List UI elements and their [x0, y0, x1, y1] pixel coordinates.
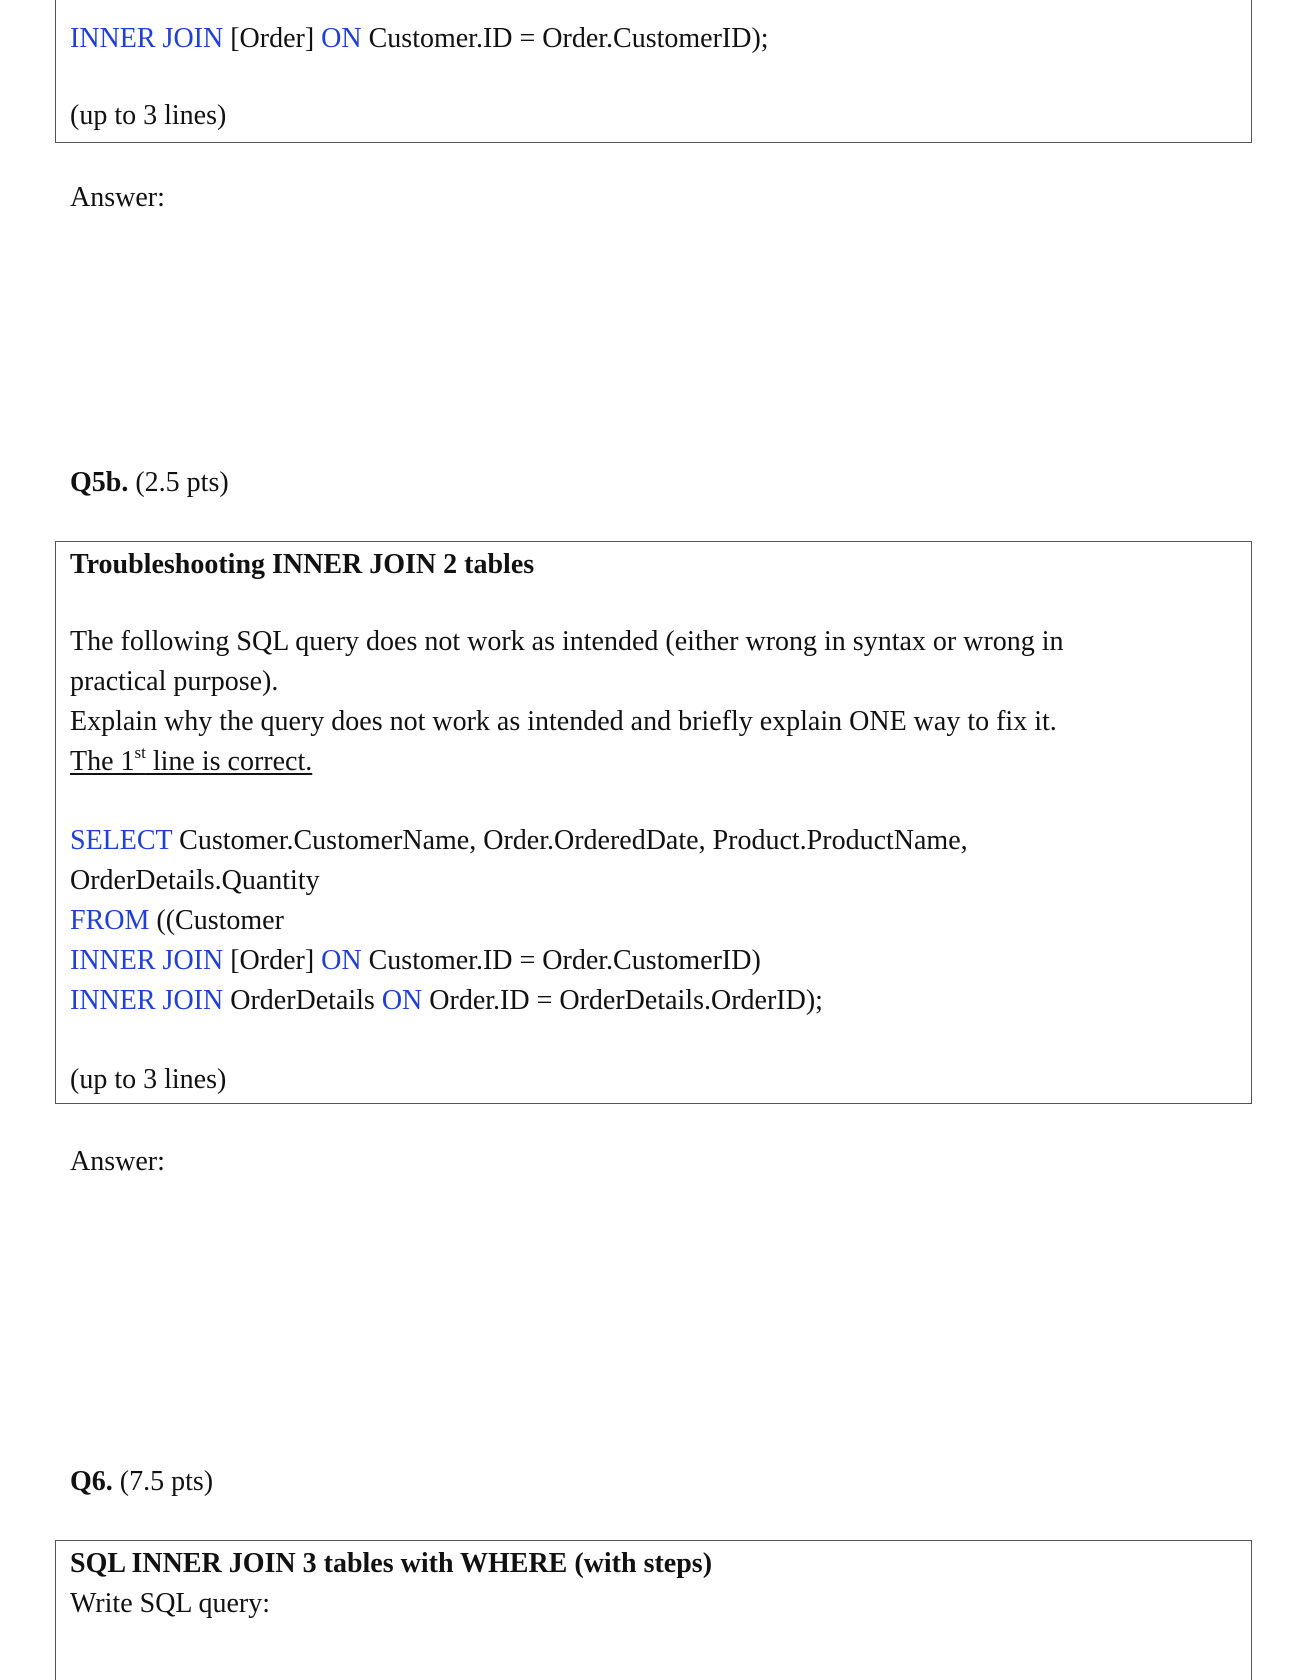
answer-label: Answer: — [70, 182, 165, 213]
line-limit-note: (up to 3 lines) — [70, 100, 227, 131]
sql-text: Order.ID = OrderDetails.OrderID); — [422, 985, 823, 1016]
sql-text: Customer.CustomerName, Order.OrderedDate, Product.ProductName, — [172, 825, 968, 856]
sql-text: ((Customer — [149, 905, 284, 936]
sql-code-line — [70, 22, 769, 56]
sql-text: OrderDetails — [223, 985, 382, 1016]
sql-keyword: FROM — [70, 905, 150, 936]
box-subtitle: Write SQL query: — [70, 1588, 271, 1619]
question-points: (2.5 pts) — [128, 467, 229, 498]
sql-text: Customer.ID = Order.CustomerID) — [361, 945, 761, 976]
instruction-line: Explain why the query does not work as intended and briefly explain ONE way to fix it. — [70, 706, 1057, 737]
sql-keyword: INNER JOIN — [70, 945, 224, 976]
sql-keyword: INNER JOIN — [70, 23, 224, 54]
sql-keyword: ON — [321, 23, 362, 54]
box-title: SQL INNER JOIN 3 tables with WHERE (with steps) — [70, 1548, 713, 1579]
sql-code-line — [70, 904, 284, 938]
sql-code-line — [70, 984, 823, 1018]
sql-code-line — [70, 824, 968, 858]
sql-keyword: ON — [381, 985, 423, 1016]
question-heading-q5b — [70, 466, 229, 500]
sql-keyword: INNER JOIN — [70, 985, 224, 1016]
sql-code-line — [70, 944, 761, 978]
question-heading-q6 — [70, 1465, 213, 1499]
instruction-line: practical purpose). — [70, 666, 279, 697]
question-number: Q6. — [70, 1466, 113, 1497]
sql-code-line — [70, 864, 320, 898]
question-points: (7.5 pts) — [112, 1466, 214, 1497]
sql-text: OrderDetails.Quantity — [70, 865, 320, 896]
sql-keyword: SELECT — [70, 825, 173, 856]
sql-text: [Order] — [223, 945, 322, 976]
instruction-line: The following SQL query does not work as intended (either wrong in syntax or wrong in — [70, 626, 1064, 657]
correct-line-note: The 1st line is correct. — [70, 742, 313, 777]
line-limit-note: (up to 3 lines) — [70, 1064, 227, 1095]
answer-label: Answer: — [70, 1146, 165, 1177]
box-title: Troubleshooting INNER JOIN 2 tables — [70, 549, 535, 580]
sql-text: [Order] — [223, 23, 322, 54]
sql-keyword: ON — [321, 945, 362, 976]
sql-text: Customer.ID = Order.CustomerID); — [361, 23, 769, 54]
question-number: Q5b. — [70, 467, 129, 498]
